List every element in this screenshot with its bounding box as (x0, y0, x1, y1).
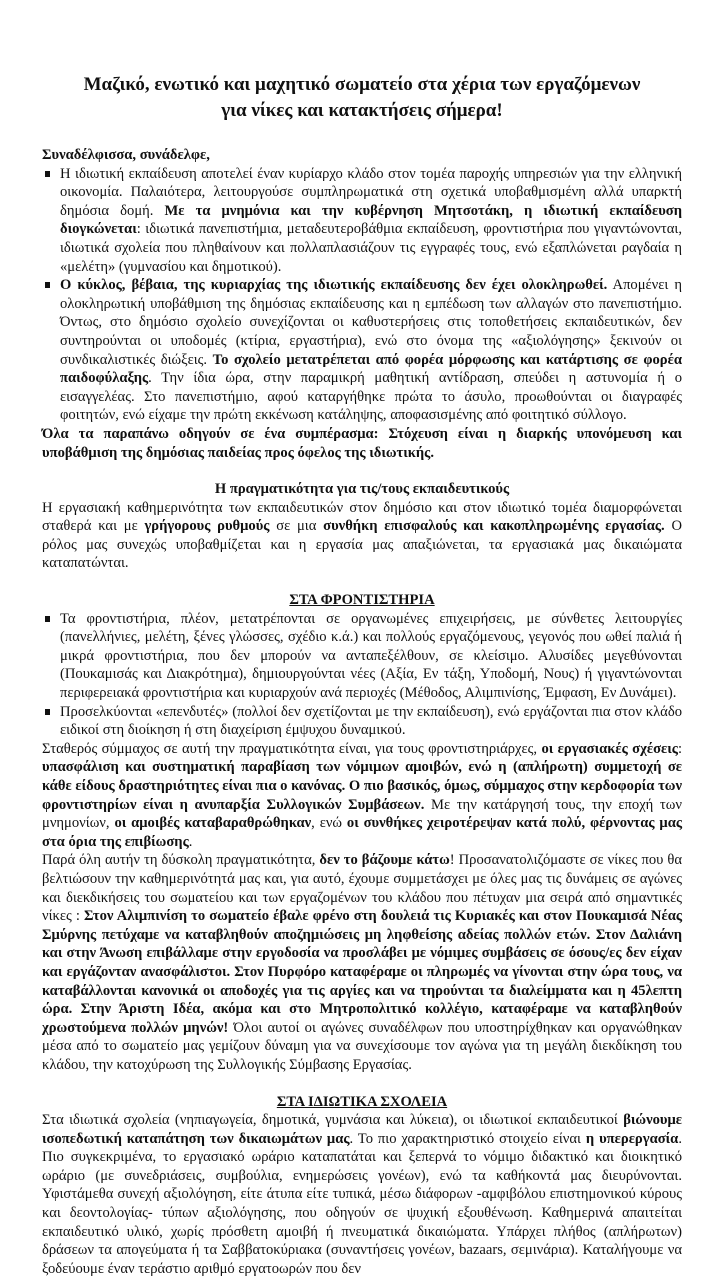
emphasized-text: οι αμοιβές καταβαραθρώθηκαν (114, 815, 312, 832)
body-text: Η εργασιακή καθημερινότητα των εκπαιδευτικών στον δημόσιο και στον ιδιωτικό τομέα διαμορφώνεται σταθερά και με (42, 499, 682, 535)
intro-conclusion (42, 425, 682, 462)
emphasized-text: συνθήκη επισφαλούς και κακοπληρωμένης εργασίας. (323, 518, 665, 535)
frontistiria-bullet-list (42, 610, 682, 740)
intro-bullet (42, 276, 682, 425)
emphasized-text: βιώνουμε ισοπεδωτική καταπάτηση των δικαιωμάτων μας (42, 1112, 682, 1147)
title-line-2: για νίκες και κατακτήσεις σήμερα! (221, 100, 503, 121)
emphasized-text: οι συνθήκες χειροτέρεψαν κατά πολύ, φέρνοντας μας στα όρια της επιβίωσης (42, 815, 683, 850)
body-text: Με την κατάργησή τους, την εποχή των μνημονίων, (42, 796, 682, 832)
emphasized-text: η υπερεργασία (585, 1130, 679, 1147)
frontistiria-paragraph-relations (42, 740, 682, 852)
body-text: ! Προσανατολιζόμαστε σε νίκες που θα βελτιώσουν την καθημερινότητά μας και, για αυτό, έχουμε συμμετάσχει με όλες μας τις δυνάμεις σε αγώνες και διεκδικήσεις του σωματείου και των εργαζομένων του κλάδου που πέτυχαν μια σειρά από σημαντικές νίκες : (42, 852, 682, 925)
body-text: Η ιδιωτική εκπαίδευση αποτελεί έναν κυρίαρχο κλάδο στον τομέα παροχής υπηρεσιών για την ελληνική οικονομία. Παλαιότερα, λειτουργούσε συμπληρωματικά στη σχετικά υποβαθμισμένη αλλά υπαρκτή δημόσια δομή. (60, 165, 682, 219)
body-text: . (188, 833, 193, 850)
emphasized-text: γρήγορους ρυθμούς (144, 518, 270, 535)
body-text: Προσελκύονται «επενδυτές» (πολλοί δεν σχετίζονται με την εκπαίδευση), ενώ εργάζονται πια στον κλάδο ειδικοί στη διοίκηση ή στη διαχείριση έμψυχου δυναμικού. (60, 703, 682, 739)
emphasized-text: οι εργασιακές σχέσεις (541, 740, 678, 757)
greeting: Συναδέλφισσα, συνάδελφε, (42, 147, 210, 163)
intro-bullet-list (42, 165, 682, 425)
body-text: : ιδιωτικά πανεπιστήμια, μεταδευτεροβάθμια εκπαίδευση, φροντιστήρια που γιγαντώνονται, ιδιωτικά σχολεία που πληθαίνουν και πολλαπλασιάζουν τις εγγραφές τους, ενώ εξαπλώνεται ραγδαία η «μελέτη» (γυμνασίου και δημοτικού). (60, 221, 682, 275)
body-text: : (677, 740, 682, 757)
body-text: Όλοι αυτοί οι αγώνες συναδέλφων που υποστηρίχθηκαν και οργανώθηκαν μέσα από το σωματείο μας γεμίζουν δύναμη για να συνεχίσουμε τον αγώνα για τη μεγάλη διεκδίκηση του κλάδου, την κατοχύρωση της Συλλογικής Σύμβασης Εργασίας. (42, 1019, 682, 1073)
body-text: Ο ρόλος μας συνεχώς υποβαθμίζεται και η εργασία μας απαξιώνεται, τα εργασιακά μας δικαιώματα καταπατώνται. (42, 518, 682, 572)
body-text: Τα φροντιστήρια, πλέον, μετατρέπονται σε οργανωμένες επιχειρήσεις, με σύνθετες λειτουργίες (πανελλήνιες, μελέτη, ξένες γλώσσες, σχέδιο κ.ά.) και πολλούς εργαζόμενους, γεγονός που ωθεί παλιά ή μικρά φροντιστήρια, που δεν μπορούν να ανταπεξέλθουν, σε κλείσιμο. Αλυσίδες μεγεθύνονται (Πουκαμισάς και Διακρότημα), δημιουργούνται νέες (Αξία, Εν τάξη, Υποδομή, Νους) ή γιγαντώνονται περιφερειακά φροντιστήρια και κυριαρχούν ανά περιοχές (Μέθοδος, Αλιμπινίσης, Έμφαση, Εν Δυνάμει). (60, 610, 682, 702)
frontistiria-bullet (42, 703, 682, 740)
body-text: . Το πιο χαρακτηριστικό στοιχείο είναι (349, 1130, 586, 1147)
body-text: Στα ιδιωτικά σχολεία (νηπιαγωγεία, δημοτικά, γυμνάσια και λύκεια), οι ιδιωτικοί εκπαιδευτικοί (42, 1112, 624, 1129)
title-line-1: Μαζικό, ενωτικό και μαχητικό σωματείο στα χέρια των εργαζόμενων (83, 74, 641, 95)
emphasized-text: Στον Αλιμπινίση το σωματείο έβαλε φρένο στη δουλειά τις Κυριακές και στον Πουκαμισά Νέας Σμύρνης πετύχαμε να καταβληθούν αποζημιώσεις μη ληφθείσης αδείας πολλών ετών. Στον Δαλιάνη και στην Άνωση επιβάλλαμε στην εργοδοσία να προσλάβει με νόμιμες συμβάσεις σε όσους/ες δεν είχαν και εργάζονταν ανασφάλιστοι. Στον Πυρφόρο καταφέραμε οι πληρωμές να γίνονται στην ώρα τους, να καταβάλλονται κανονικά οι αποδοχές για τις αργίες και να τηρούνται τα διαλείμματα και η 45λεπτη ώρα. Στην Άριστη Ιδέα, ακόμα και στο Μητροπολιτικό κολλέγιο, καταφέραμε να καταβληθούν χρωστούμενα πολλών μηνών! (42, 908, 683, 1036)
frontistiria-bullet (42, 610, 682, 703)
emphasized-text: Με τα μνημόνια και την κυβέρνηση Μητσοτάκη, η ιδιωτική εκπαίδευση διογκώνεται (60, 202, 682, 238)
emphasized-text: Το σχολείο μετατρέπεται από φορέα μόρφωσης και κατάρτισης σε φορέα παιδοφύλαξης (60, 351, 682, 387)
body-text: Παρά όλη αυτήν τη δύσκολη πραγματικότητα, (42, 852, 320, 869)
conclusion-text: Όλα τα παραπάνω οδηγούν σε ένα συμπέρασμα: Στόχευση είναι η διαρκής υπονόμευση και υποβάθμιση της δημόσιας παιδείας προς όφελος της ιδιωτικής. (42, 425, 682, 461)
emphasized-text: υπασφάλιση και συστηματική παραβίαση των νόμιμων αμοιβών, ενώ η (απλήρωτη) συμμετοχή σε κάθε είδους δραστηριότητες είναι πια ο κανόνας. Ο πιο βασικός, όμως, σύμμαχος στην κερδοφορία των φροντιστηρίων είναι η ανυπαρξία Συλλογικών Συμβάσεων. (42, 759, 682, 813)
body-text: . Πιο συγκεκριμένα, το εργασιακό ωράριο καταπατάται και ξεπερνά το νόμιμο διδακτικό και διοικητικό ωράριο (με συνεδριάσεις, συμβούλια, ενημερώσεις γονέων), ενώ τα καθήκοντά μας διευρύνονται. Υφιστάμεθα συνεχή αξιολόγηση, είτε άτυπα είτε τυπικά, μέσω διάφορων -αμφιβόλου επιστημονικού κύρους και δεοντολογίας- τύπων αξιολόγησης, που οδηγούν σε ψυχική εξουθένωση. Καθημερινά απαιτείται εκπαιδευτικό υλικό, χωρίς πρόσθετη αμοιβή ή πνευματικά δικαιώματα. Υπάρχει πλήθος (απλήρωτων) δράσεων τα απογεύματα ή τα Σαββατοκύριακα (συναντήσεις γονέων, bazaars, σεμινάρια). Καταλήγουμε να ξοδεύουμε έναν τεράστιο αριθμό εργατοωρών που δεν (42, 1130, 682, 1277)
body-text: σε μια (269, 518, 324, 535)
body-text: Σταθερός σύμμαχος σε αυτή την πραγματικότητα είναι, για τους φροντιστηριάρχες, (42, 740, 542, 757)
body-text: Απομένει η ολοκληρωτική υποβάθμιση της δημόσιας εκπαίδευσης και η εμπέδωση των αλλαγών στο πανεπιστήμιο. Όντως, στο δημόσιο σχολείο συνεχίζονται οι καθυστερήσεις στις τοποθετήσεις εκπαιδευτικών, δεν συντηρούνται οι υποδομές (κτίρια, εργαστήρια), ενώ στο όνομα της «αξιολόγησης» ξεκινούν οι συνδικαλιστικές διώξεις. (60, 277, 682, 368)
reality-paragraph (42, 499, 682, 573)
frontistiria-paragraph-victories (42, 851, 682, 1074)
private-schools-paragraph (42, 1111, 682, 1278)
document-title (42, 72, 682, 124)
frontistiria-heading: ΣΤΑ ΦΡΟΝΤΙΣΤΗΡΙΑ (289, 592, 435, 609)
body-text: . Την ίδια ώρα, στην παραμικρή μαθητική αντίδραση, σπεύδει η αστυνομία ή ο εισαγγελέας. Στο πανεπιστήμιο, αφού καταργήθηκε πρώτα το άσυλο, προωθούνται οι διαγραφές φοιτητών, ενώ είχαμε την πρώτη εκκένωση κατάληψης, αποφασισμένης από φοιτητικό σύλλογο. (60, 370, 682, 424)
intro-bullet (42, 165, 682, 277)
body-text: , ενώ (311, 815, 347, 832)
reality-heading: Η πραγματικότητα για τις/τους εκπαιδευτικούς (214, 481, 510, 498)
emphasized-text: Ο κύκλος, βέβαια, της κυριαρχίας της ιδιωτικής εκπαίδευσης δεν έχει ολοκληρωθεί. (60, 277, 608, 294)
private-schools-heading: ΣΤΑ ΙΔΙΩΤΙΚΑ ΣΧΟΛΕΙΑ (276, 1093, 448, 1110)
emphasized-text: δεν το βάζουμε κάτω (319, 852, 450, 869)
